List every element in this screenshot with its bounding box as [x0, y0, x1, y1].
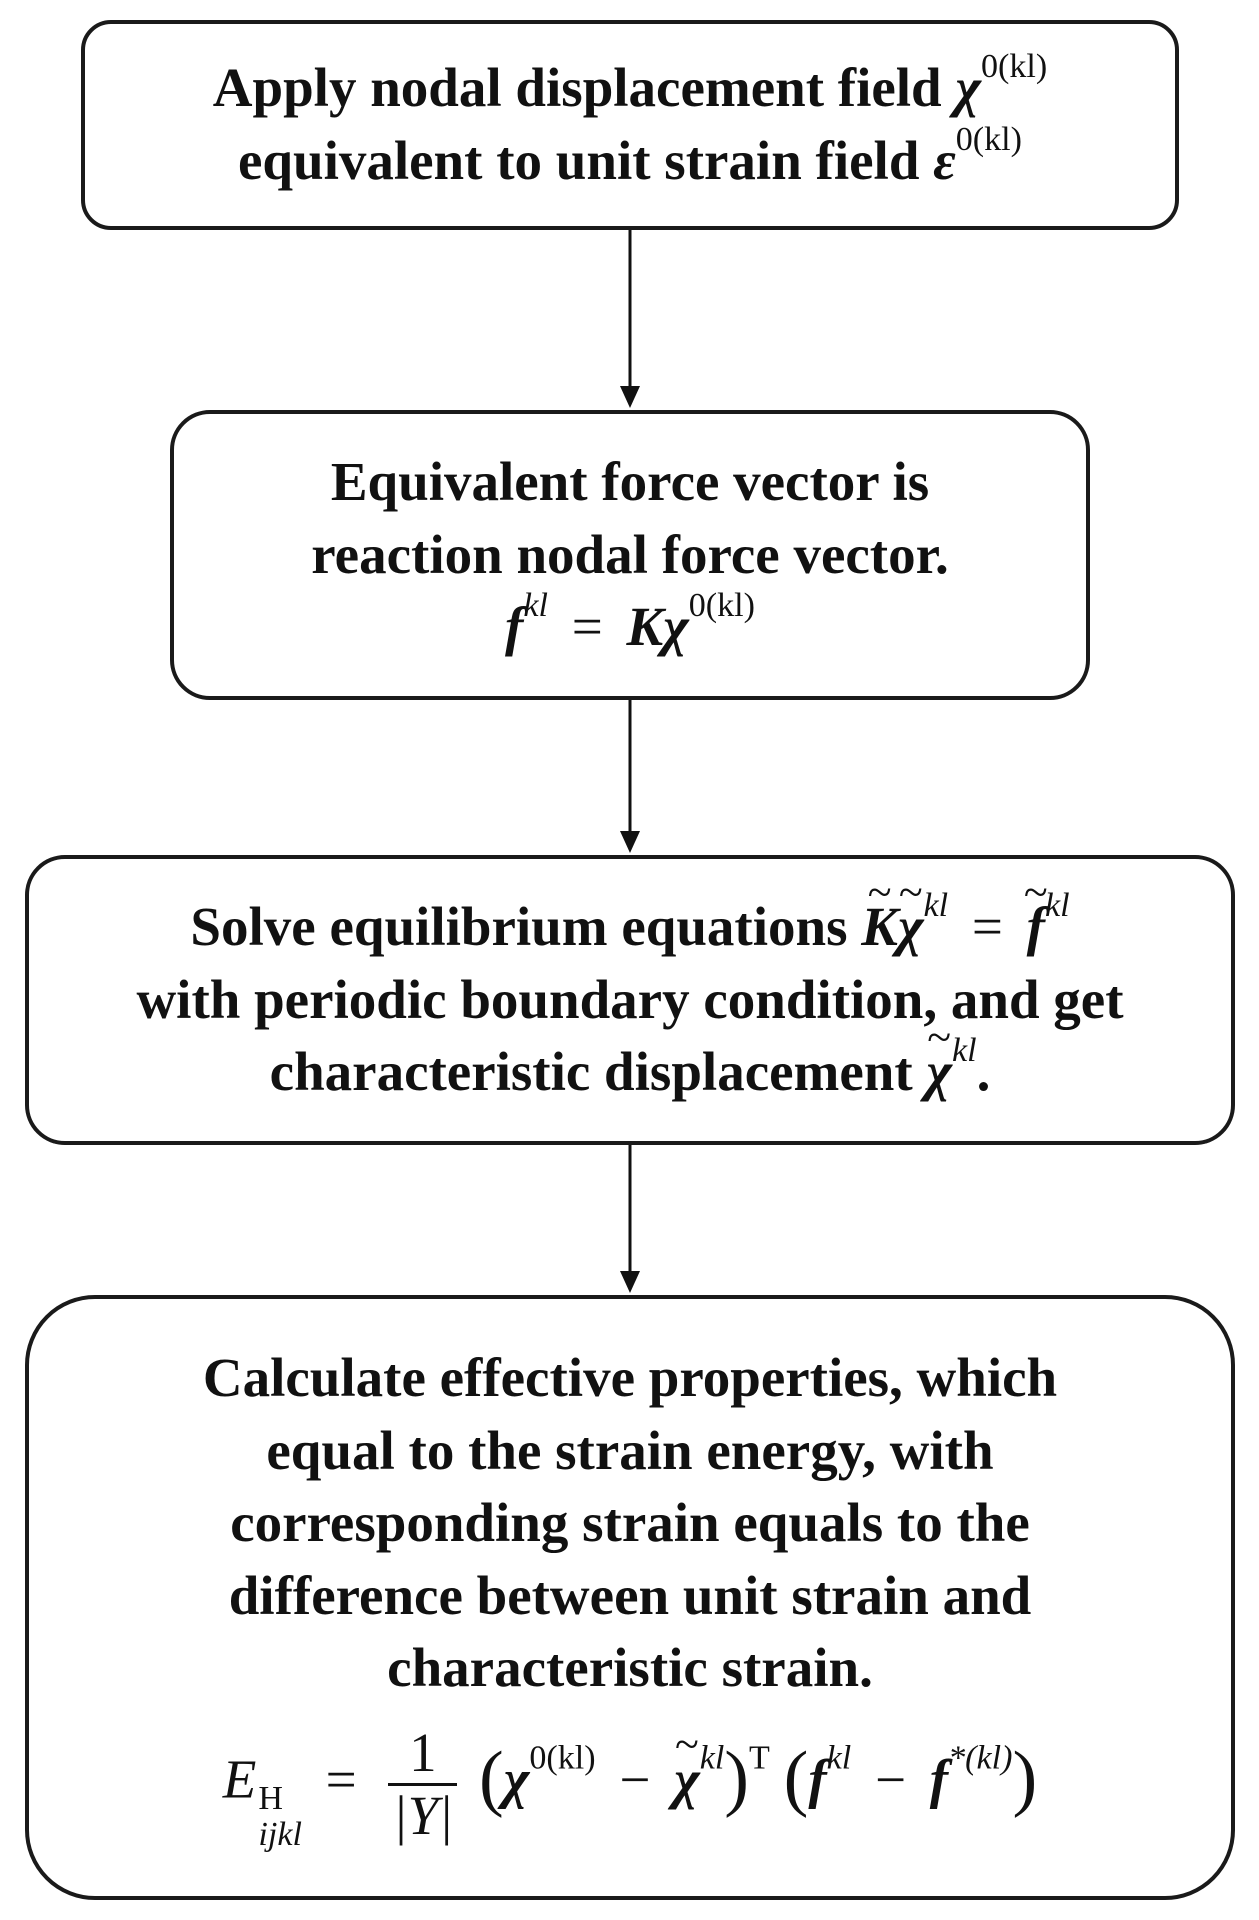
step-2-box — [170, 410, 1090, 700]
step-1-text-1: Apply nodal displacement field — [212, 57, 942, 119]
f-symbol: f — [808, 1748, 827, 1810]
E-subscript: ijkl — [258, 1816, 302, 1854]
K-symbol: K — [626, 596, 664, 658]
f-superscript: kl — [826, 1739, 852, 1777]
chi-tilde-symbol: ~ χ — [674, 1744, 700, 1817]
step-3-text-2: with periodic boundary condition, and get — [136, 968, 1124, 1030]
chi-superscript: kl — [923, 887, 949, 925]
f-star-symbol: f — [929, 1748, 949, 1810]
E-symbol: E — [222, 1748, 257, 1810]
step-3-text-1: Solve equilibrium equations — [190, 896, 848, 958]
K-tilde-symbol: ~ K — [861, 891, 898, 964]
chi-superscript: 0(kl) — [688, 587, 755, 625]
step-3-box — [25, 855, 1235, 1145]
step-4-box — [25, 1295, 1235, 1900]
arrow-2 — [610, 700, 650, 855]
epsilon-symbol: ε — [933, 130, 956, 191]
arrow-1 — [610, 230, 650, 410]
fraction-numerator: 1 — [409, 1721, 437, 1783]
minus-sign-2: − — [875, 1748, 907, 1810]
chi-tilde-symbol: ~ χ — [898, 891, 924, 964]
fraction — [388, 1723, 457, 1847]
step-4-text-3: corresponding strain equals to the — [230, 1492, 1030, 1554]
step-2-text-1: Equivalent force vector is — [330, 451, 930, 513]
step-3-text-3: characteristic displacement — [269, 1041, 913, 1103]
f-tilde-symbol: ~ f — [1027, 891, 1045, 964]
step-3-line-1 — [190, 887, 1070, 964]
left-paren: ( — [479, 1736, 504, 1819]
step-3-line-3 — [269, 1032, 991, 1109]
right-paren-2: ) — [1012, 1736, 1038, 1819]
step-3-period: . — [976, 1041, 991, 1103]
step-1-box — [81, 20, 1179, 230]
arrow-3 — [610, 1145, 650, 1295]
step-4-text-2: equal to the strain energy, with — [266, 1419, 994, 1481]
step-1-line-2 — [238, 121, 1022, 198]
E-superscript: H — [258, 1780, 284, 1818]
transpose-symbol: T — [749, 1739, 770, 1777]
chi-superscript: 0(kl) — [529, 1739, 596, 1777]
chi-superscript: 0(kl) — [980, 48, 1048, 86]
step-2-text-2: reaction nodal force vector. — [311, 523, 949, 585]
equals-sign: = — [571, 596, 603, 658]
f-symbol: f — [505, 596, 524, 658]
step-4-text-1: Calculate effective properties, which — [202, 1346, 1058, 1408]
equals-sign: = — [325, 1748, 357, 1810]
chi-tilde-superscript: kl — [699, 1739, 725, 1777]
chi-tilde-symbol: ~ χ — [926, 1036, 952, 1109]
chi-symbol: χ — [955, 57, 981, 119]
step-1-line-1 — [212, 48, 1048, 125]
epsilon-superscript: 0(kl) — [955, 121, 1022, 159]
step-4-text-5: characteristic strain. — [387, 1637, 873, 1699]
minus-sign: − — [619, 1748, 651, 1810]
fraction-denominator: |Y| — [388, 1783, 457, 1847]
equals-sign: = — [971, 896, 1003, 958]
chi-symbol: χ — [663, 596, 689, 658]
chi-superscript: kl — [952, 1032, 977, 1070]
right-paren: ) — [724, 1736, 750, 1819]
f-superscript: kl — [523, 587, 548, 625]
effective-property-formula — [223, 1723, 1037, 1853]
chi-symbol: χ — [503, 1748, 530, 1810]
step-1-text-2: equivalent to unit strain field — [238, 130, 920, 191]
left-paren-2: ( — [783, 1736, 809, 1819]
step-4-text-4: difference between unit strain and — [228, 1564, 1032, 1626]
f-star-superscript: *(kl) — [948, 1739, 1013, 1777]
step-2-formula — [505, 587, 755, 664]
E-indices — [258, 1781, 302, 1853]
f-superscript: kl — [1044, 887, 1070, 925]
